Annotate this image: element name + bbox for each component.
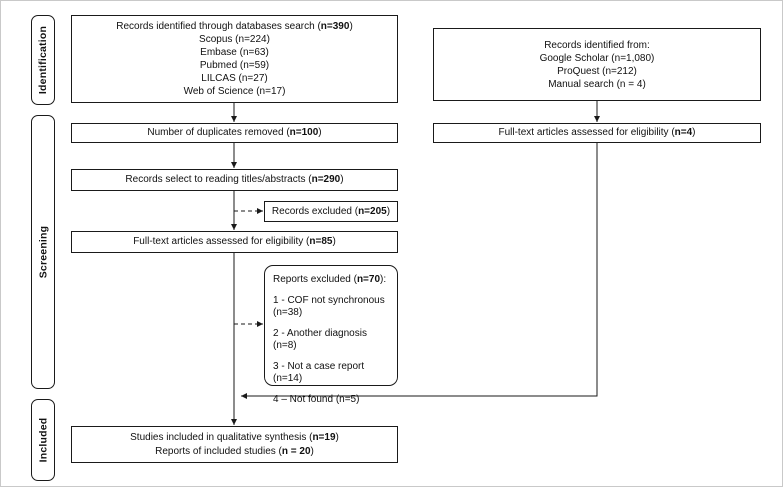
- db-search-title: Records identified through databases search (n=390): [116, 21, 353, 32]
- fulltext-right-text: Full-text articles assessed for eligibility (n=4): [498, 127, 696, 138]
- other-sources-line: Google Scholar (n=1,080): [539, 52, 655, 64]
- box-fulltext-assessed-right: [433, 123, 761, 143]
- reports-excluded-item: 2 - Another diagnosis (n=8): [273, 328, 367, 351]
- box-studies-included: [71, 426, 398, 463]
- box-records-identified-other: [433, 28, 761, 101]
- db-search-item: Embase (n=63): [200, 47, 269, 58]
- duplicates-text: Number of duplicates removed (n=100): [147, 127, 322, 138]
- included-line-1: Studies included in qualitative synthesis (n=19): [130, 431, 339, 443]
- stage-identification-label: Identification: [37, 25, 50, 95]
- db-search-item: Scopus (n=224): [199, 34, 270, 45]
- records-excluded-text: Records excluded (n=205): [271, 205, 391, 217]
- stage-screening-label: Screening: [37, 225, 50, 279]
- box-reports-excluded: [264, 265, 398, 405]
- db-search-item: Pubmed (n=59): [199, 60, 270, 71]
- stage-screening: [31, 115, 55, 389]
- box-records-identified-databases: [71, 15, 398, 103]
- reports-excluded-title: Reports excluded (n=70):: [273, 274, 387, 285]
- db-search-item: Web of Science (n=17): [183, 86, 286, 97]
- fulltext-left-text: Full-text articles assessed for eligibility (n=85): [133, 236, 336, 247]
- reports-excluded-item: 1 - COF not synchronous (n=38): [273, 295, 385, 318]
- stage-included: [31, 399, 55, 481]
- box-records-excluded: [264, 201, 398, 222]
- stage-identification: [31, 15, 55, 105]
- reports-excluded-item: 4 – Not found (n=5): [273, 394, 360, 405]
- other-sources-line: Manual search (n = 4): [548, 78, 646, 90]
- box-duplicates-removed: [71, 123, 398, 143]
- reports-excluded-item: 3 - Not a case report (n=14): [273, 361, 365, 384]
- box-fulltext-assessed-left: [71, 231, 398, 253]
- other-sources-line: Records identified from:: [544, 39, 650, 51]
- titles-abstracts-text: Records select to reading titles/abstracts (n=290): [125, 174, 344, 185]
- box-titles-abstracts: [71, 169, 398, 191]
- stage-included-label: Included: [37, 417, 49, 463]
- db-search-item: LILCAS (n=27): [201, 73, 268, 84]
- included-line-2: Reports of included studies (n = 20): [155, 445, 314, 457]
- other-sources-line: ProQuest (n=212): [557, 65, 637, 77]
